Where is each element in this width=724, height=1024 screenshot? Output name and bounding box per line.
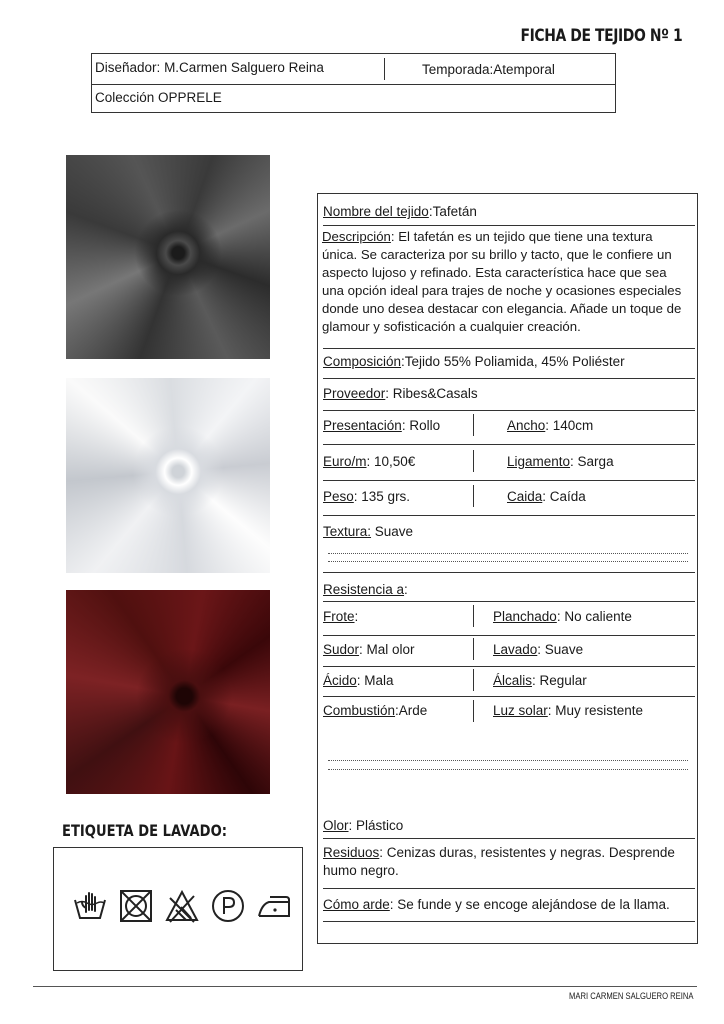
- weave-value: : Sarga: [570, 454, 614, 469]
- resistance-heading: [323, 581, 408, 599]
- hand-wash-icon: [72, 888, 108, 924]
- designer-field: [95, 60, 324, 75]
- alkali-label: Álcalis: [493, 673, 533, 688]
- sweat-value: : Mal olor: [359, 642, 415, 657]
- divider: [323, 921, 695, 922]
- burn-label: Cómo arde: [323, 897, 390, 912]
- description-text: : El tafetán es un tejido que tiene una textura: [390, 229, 653, 244]
- divider: [323, 348, 695, 349]
- combustion-label: Combustión: [323, 703, 396, 718]
- description-line: aspecto lujoso y refinado. Esta característica hace que sea: [322, 265, 667, 280]
- divider: [323, 601, 695, 602]
- sunlight-label: Luz solar: [493, 703, 548, 718]
- sunlight-value: : Muy resistente: [547, 703, 644, 718]
- divider: [323, 480, 695, 481]
- smell-label: Olor: [323, 818, 349, 833]
- season-label: Temporada:: [422, 62, 494, 77]
- column-divider: [473, 485, 474, 507]
- presentation-label: Presentación: [323, 418, 402, 433]
- fabric-swatch-burgundy: [66, 590, 270, 794]
- presentation-value: : Rollo: [401, 418, 441, 433]
- smell-row: [323, 817, 403, 835]
- description-line: donde uno desea destacar con elegancia. Añade un toque de: [322, 301, 682, 316]
- combustion-row: [323, 702, 427, 720]
- drape-value: : Caída: [542, 489, 586, 504]
- presentation-row: [323, 417, 440, 435]
- fabric-sheet: [317, 193, 698, 944]
- fabric-name-value: Tafetán: [432, 204, 477, 219]
- column-divider: [473, 605, 474, 627]
- width-row: [507, 417, 593, 435]
- residue-value: : Cenizas duras, resistentes y negras. Desprende: [379, 845, 675, 860]
- description-line: única. Se caracteriza por su brillo y tacto, que le confiere un: [322, 247, 672, 262]
- column-divider: [473, 669, 474, 691]
- column-divider: [473, 414, 474, 436]
- alkali-row: [493, 672, 587, 690]
- burn-value: : Se funde y se encoge alejándose de la llama.: [389, 897, 670, 912]
- texture-label: Textura:: [323, 524, 372, 539]
- price-row: [323, 453, 415, 471]
- resistance-colon: :: [404, 582, 408, 597]
- fabric-name-row: Nombre del tejido:Tafetán: [323, 204, 477, 219]
- weave-label: Ligamento: [507, 454, 571, 469]
- composition-label: Composición: [323, 354, 402, 369]
- description-label: Descripción: [322, 229, 391, 244]
- width-value: : 140cm: [545, 418, 594, 433]
- footer-author: MARI CARMEN SALGUERO REINA: [569, 991, 694, 1001]
- alkali-value: : Regular: [532, 673, 587, 688]
- supplier-label: Proveedor: [323, 386, 386, 401]
- description-line: glamour y sofisticación a cualquier creación.: [322, 319, 581, 334]
- washing-label: Lavado: [493, 642, 538, 657]
- footer-rule: [33, 986, 697, 987]
- divider: [323, 515, 695, 516]
- divider: [323, 696, 695, 697]
- weight-row: [323, 488, 410, 506]
- ironing-label: Planchado: [493, 609, 557, 624]
- description-line: [322, 228, 696, 246]
- column-divider: [473, 700, 474, 722]
- ironing-value: : No caliente: [556, 609, 632, 624]
- weave-row: [507, 453, 614, 471]
- acid-value: : Mala: [356, 673, 394, 688]
- divider: [323, 378, 695, 379]
- price-value: : 10,50€: [366, 454, 416, 469]
- fabric-swatch-white: [66, 378, 270, 573]
- divider: [323, 444, 695, 445]
- residue-line: humo negro.: [323, 863, 399, 878]
- care-label-box: [53, 847, 303, 971]
- composition-value: :Tejido 55% Poliamida, 45% Poliéster: [401, 354, 625, 369]
- divider: [323, 225, 695, 226]
- sheet-title: FICHA DE TEJIDO Nº 1: [520, 26, 682, 46]
- care-icons: [72, 888, 292, 924]
- residue-label: Residuos: [323, 845, 380, 860]
- fabric-swatch-black: [66, 155, 270, 359]
- season-field: [422, 62, 555, 77]
- dotted-line: [328, 760, 688, 761]
- smell-value: : Plástico: [348, 818, 404, 833]
- iron-low-icon: [256, 888, 292, 924]
- no-bleach-icon: [164, 888, 200, 924]
- dotted-line: [328, 553, 688, 554]
- divider: [323, 572, 695, 573]
- dotted-line: [328, 561, 688, 562]
- divider: [323, 635, 695, 636]
- sweat-label: Sudor: [323, 642, 360, 657]
- burn-row: [323, 896, 670, 914]
- acid-row: [323, 672, 394, 690]
- sweat-row: [323, 641, 415, 659]
- drape-row: [507, 488, 586, 506]
- rub-value: :: [354, 609, 359, 624]
- divider: [323, 666, 695, 667]
- care-label-title: ETIQUETA DE LAVADO:: [62, 821, 227, 840]
- no-tumble-dry-icon: [118, 888, 154, 924]
- rub-label: Frote: [323, 609, 355, 624]
- weight-label: Peso: [323, 489, 354, 504]
- collection-field: Colección OPPRELE: [95, 90, 222, 105]
- resistance-label: Resistencia a: [323, 582, 405, 597]
- header-row: [92, 54, 615, 85]
- divider: [323, 838, 695, 839]
- professional-clean-p-icon: [210, 888, 246, 924]
- price-label: Euro/m: [323, 454, 367, 469]
- texture-value: Suave: [371, 524, 414, 539]
- residue-line: [323, 844, 695, 862]
- washing-row: [493, 641, 583, 659]
- texture-row: [323, 523, 413, 541]
- header-box: [91, 53, 616, 113]
- drape-label: Caida: [507, 489, 543, 504]
- combustion-value: :Arde: [395, 703, 428, 718]
- designer-label: Diseñador:: [95, 60, 161, 75]
- season-value: Atemporal: [493, 62, 555, 77]
- fabric-name-label: Nombre del tejido: [323, 204, 429, 219]
- composition-row: [323, 353, 625, 371]
- supplier-value: : Ribes&Casals: [385, 386, 478, 401]
- washing-value: : Suave: [537, 642, 584, 657]
- description-block: [322, 228, 696, 336]
- supplier-row: [323, 385, 478, 403]
- designer-value: M.Carmen Salguero Reina: [164, 60, 324, 75]
- divider: [323, 888, 695, 889]
- description-line: una opción ideal para trajes de noche y ocasiones especiales: [322, 283, 682, 298]
- ironing-row: [493, 608, 632, 626]
- divider: [323, 410, 695, 411]
- width-label: Ancho: [507, 418, 546, 433]
- sunlight-row: [493, 702, 643, 720]
- header-divider: [384, 58, 385, 80]
- acid-label: Ácido: [323, 673, 357, 688]
- dotted-line: [328, 769, 688, 770]
- rub-row: [323, 608, 358, 626]
- weight-value: : 135 grs.: [353, 489, 411, 504]
- column-divider: [473, 638, 474, 660]
- column-divider: [473, 450, 474, 472]
- residue-row: [323, 844, 695, 880]
